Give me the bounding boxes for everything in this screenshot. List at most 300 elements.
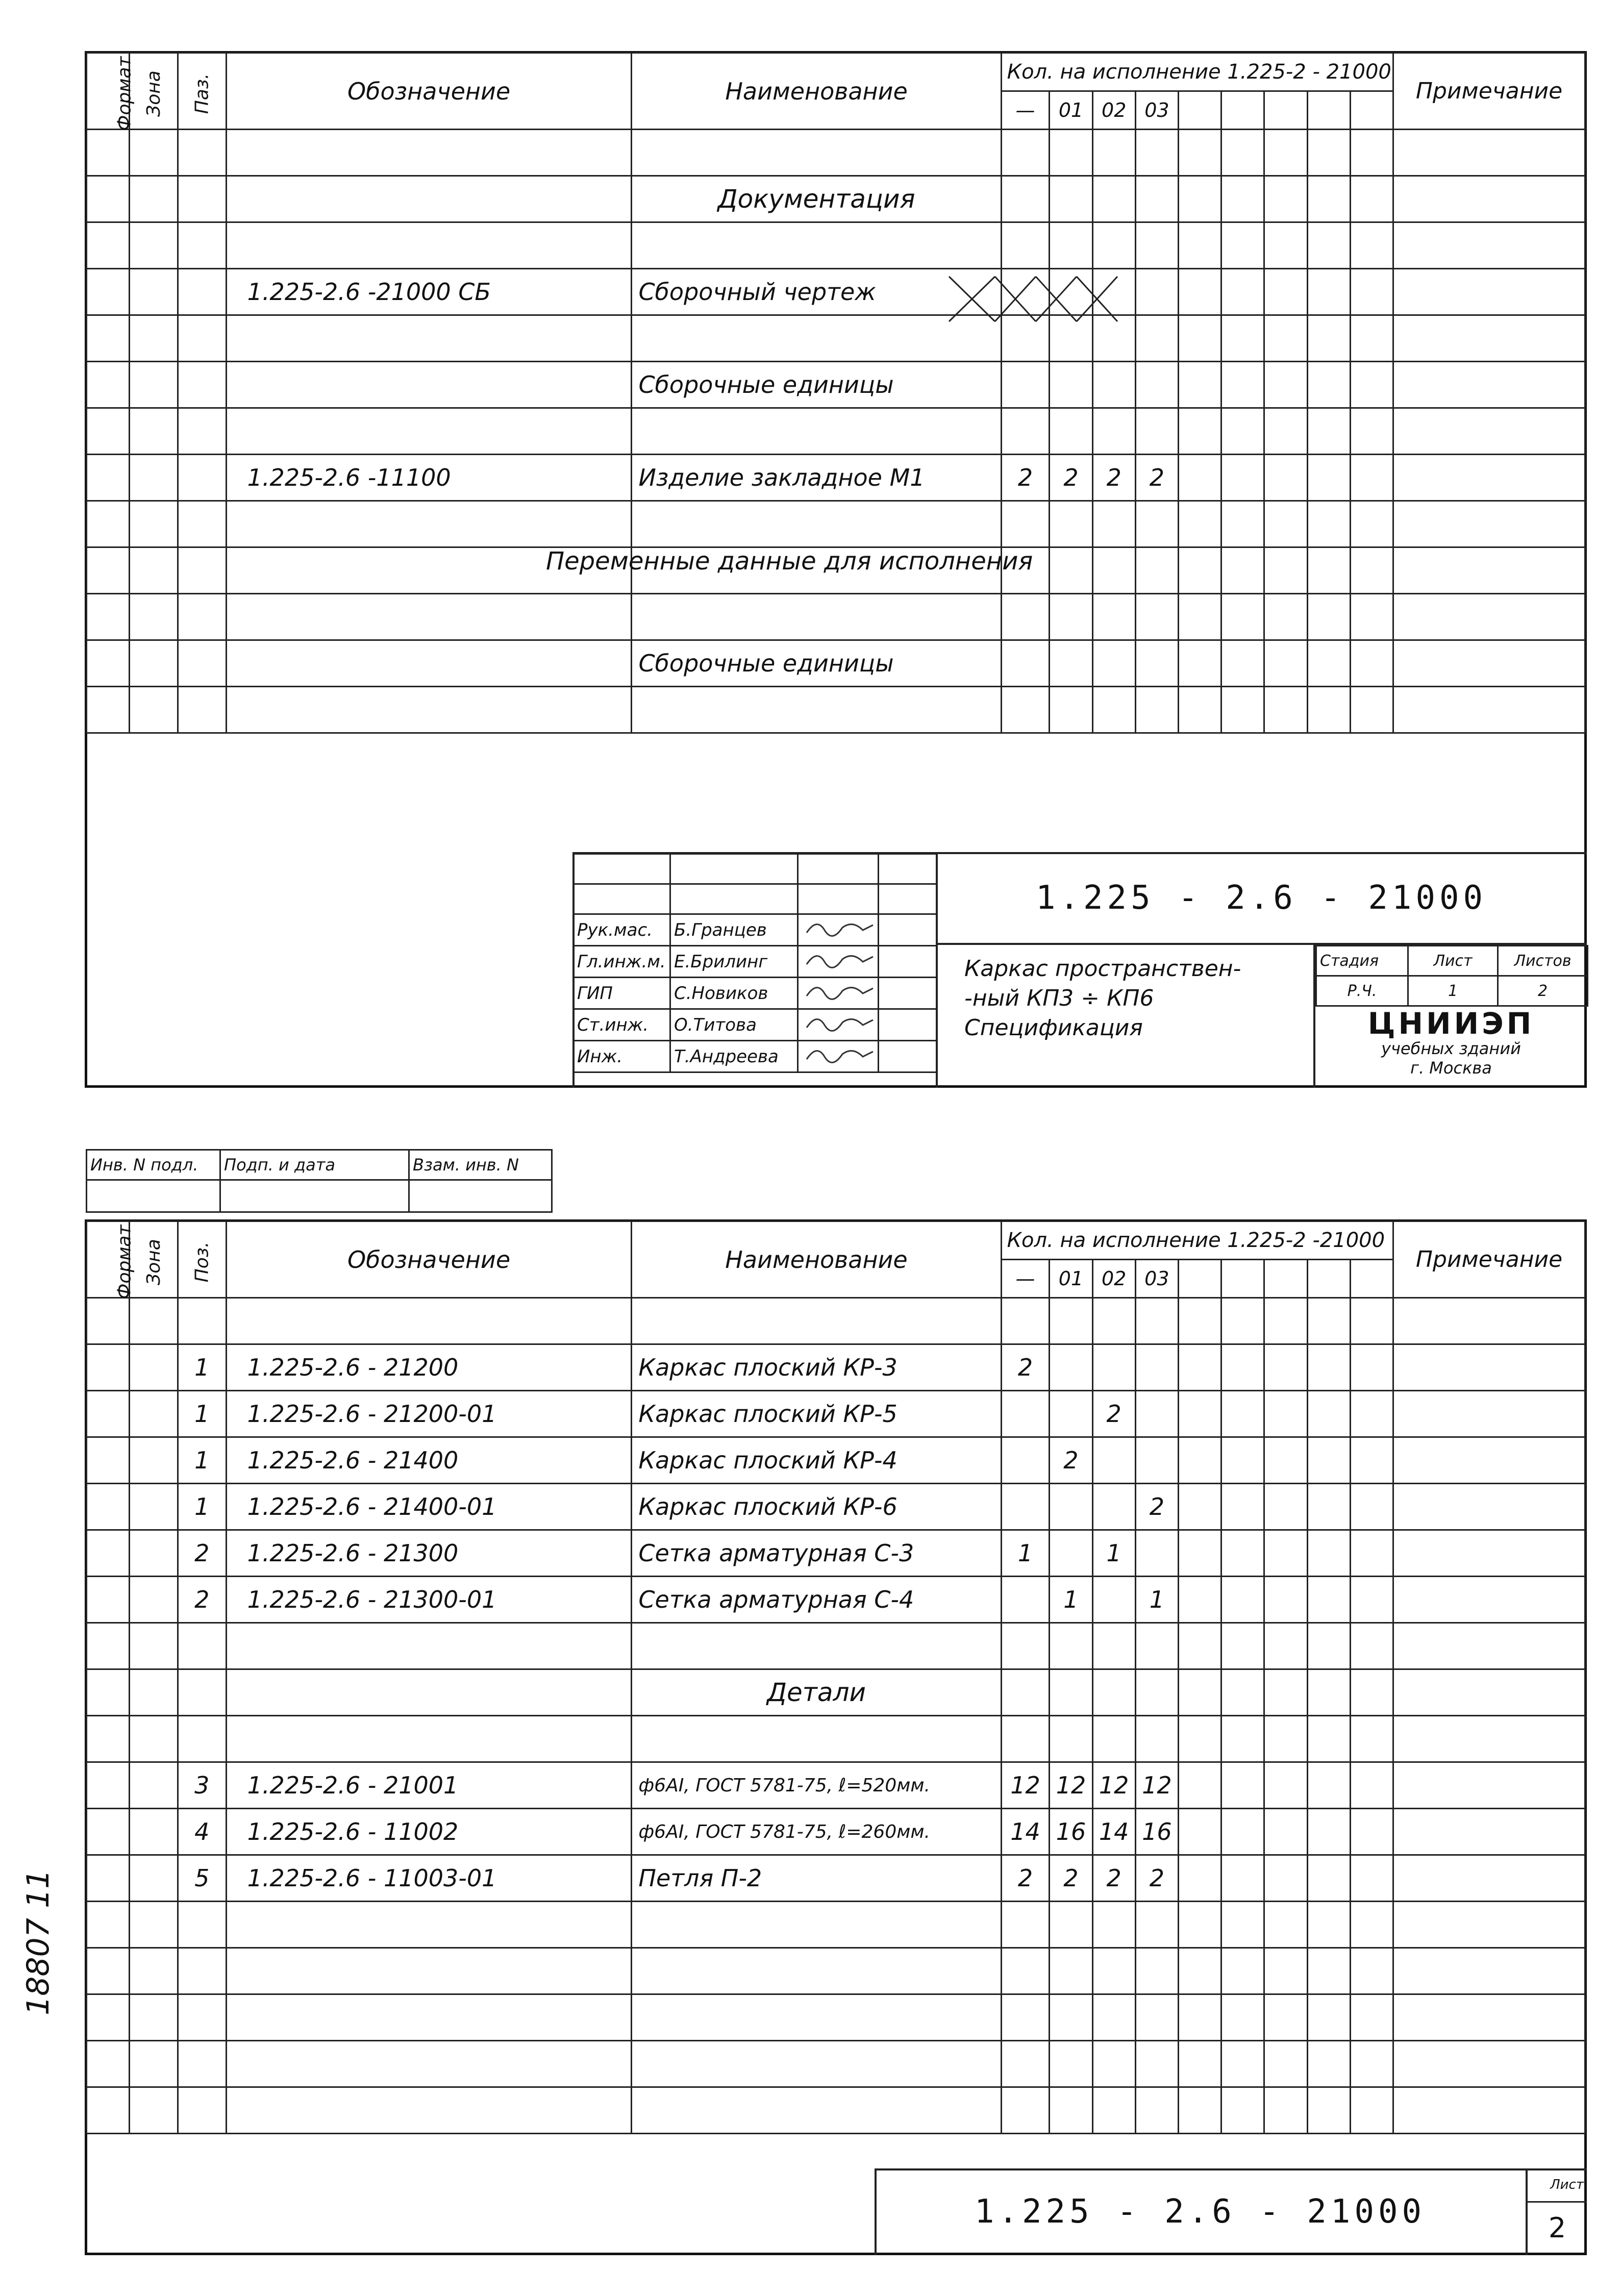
qty-cell <box>1307 1437 1350 1484</box>
designation-cell: 1.225-2.6 -21000 СБ <box>226 269 632 315</box>
qty-cell <box>1221 1437 1264 1484</box>
table-row <box>87 1344 1585 1391</box>
signature <box>798 914 879 946</box>
qty-cell <box>1307 640 1350 687</box>
qty-cell <box>1350 362 1393 408</box>
name-cell <box>632 1298 1001 1344</box>
pos-cell <box>178 1669 226 1716</box>
qty-cell <box>1307 1391 1350 1437</box>
qty-cell <box>1178 1530 1221 1577</box>
table-row <box>87 1530 1585 1577</box>
qty-cell: 2 <box>1001 1855 1050 1902</box>
qty-col-header: 03 <box>1135 1260 1178 1298</box>
table-row <box>87 222 1585 269</box>
qty-cell <box>1221 269 1264 315</box>
qty-cell: 2 <box>1092 1855 1135 1902</box>
qty-cell <box>1350 640 1393 687</box>
qty-cell <box>1135 1437 1178 1484</box>
qty-cell <box>1221 2087 1264 2134</box>
qty-cell <box>1350 130 1393 176</box>
qty-cell <box>1264 2041 1307 2087</box>
col-pos-text: Поз. <box>191 1241 213 1282</box>
qty-cell <box>1178 2041 1221 2087</box>
note-cell <box>1393 1809 1585 1855</box>
name-cell <box>632 130 1001 176</box>
qty-cell <box>1135 1623 1178 1669</box>
table-row <box>87 1298 1585 1344</box>
table-row <box>87 1948 1585 1994</box>
qty-col-header: 01 <box>1050 1260 1092 1298</box>
qty-cell <box>1050 1669 1092 1716</box>
qty-cell <box>1221 176 1264 222</box>
pos-cell <box>178 130 226 176</box>
pos-cell <box>178 455 226 501</box>
qty-cell <box>1221 130 1264 176</box>
qty-cell: 1 <box>1050 1577 1092 1623</box>
qty-cell <box>1307 1902 1350 1948</box>
sheet2-sheet-box <box>1526 2168 1587 2255</box>
zone-cell <box>130 1530 178 1577</box>
format-cell <box>87 1948 130 1994</box>
qty-cell <box>1350 1623 1393 1669</box>
col-designation: Обозначение <box>226 1221 632 1298</box>
designation-cell: 1.225-2.6 -11100 <box>226 455 632 501</box>
qty-cell <box>1221 2041 1264 2087</box>
col-pos-text: Паз. <box>191 73 213 114</box>
qty-cell <box>1092 176 1135 222</box>
col-qty-title: Кол. на исполнение 1.225-2 -21000 <box>1001 1221 1393 1260</box>
qty-cell <box>1221 1484 1264 1530</box>
qty-cell <box>1179 222 1221 269</box>
qty-cell <box>1001 1484 1050 1530</box>
sheets-label: Листов <box>1498 946 1588 976</box>
qty-col-header: 03 <box>1135 91 1178 130</box>
qty-cell <box>1135 1530 1178 1577</box>
note-cell <box>1393 269 1585 315</box>
qty-cell <box>1092 2087 1135 2134</box>
qty-cell <box>1350 408 1393 455</box>
sheet2-sheet-value: 2 <box>1548 2212 1566 2244</box>
qty-cell <box>1179 130 1221 176</box>
table-row <box>87 362 1585 408</box>
qty-cell <box>1135 1994 1178 2041</box>
qty-cell <box>1001 1623 1050 1669</box>
qty-col-header: 02 <box>1092 1260 1135 1298</box>
format-cell <box>87 1437 130 1484</box>
qty-cell <box>1307 1623 1350 1669</box>
qty-cell <box>1307 501 1350 547</box>
pos-cell: 2 <box>178 1530 226 1577</box>
qty-cell <box>1178 2087 1221 2134</box>
table-row <box>87 1669 1585 1716</box>
qty-cell <box>1221 1530 1264 1577</box>
sheet1-spec-table <box>86 52 1586 734</box>
qty-cell <box>1001 1669 1050 1716</box>
qty-cell <box>1001 408 1050 455</box>
qty-cell: 1 <box>1001 1530 1050 1577</box>
note-cell <box>1393 1623 1585 1669</box>
col-zone-text: Зона <box>143 1238 164 1285</box>
qty-cell <box>1178 1437 1221 1484</box>
qty-cell <box>1001 1948 1050 1994</box>
zone-cell <box>130 408 178 455</box>
qty-cell: 12 <box>1001 1762 1050 1809</box>
qty-cell <box>1221 1762 1264 1809</box>
qty-cell <box>1264 1669 1307 1716</box>
qty-cell <box>1264 130 1307 176</box>
zone-cell <box>130 594 178 640</box>
pos-cell <box>178 222 226 269</box>
cross-marks <box>949 277 1128 322</box>
zone-cell <box>130 176 178 222</box>
name-cell: Каркас плоский КР-6 <box>632 1484 1001 1530</box>
qty-cell <box>1179 315 1221 362</box>
name-cell: Сетка арматурная С-3 <box>632 1530 1001 1577</box>
qty-cell <box>1050 1298 1092 1344</box>
col-pos <box>178 53 226 130</box>
note-cell <box>1393 1669 1585 1716</box>
qty-cell <box>1307 687 1350 733</box>
qty-cell: 14 <box>1001 1809 1050 1855</box>
qty-cell <box>1001 362 1050 408</box>
qty-cell <box>1264 315 1307 362</box>
zone-cell <box>130 1716 178 1762</box>
qty-col-header <box>1179 91 1221 130</box>
qty-cell <box>1092 1623 1135 1669</box>
note-cell <box>1393 594 1585 640</box>
qty-cell: 2 <box>1001 1344 1050 1391</box>
qty-cell <box>1350 315 1393 362</box>
qty-cell <box>1179 547 1221 594</box>
qty-cell <box>1050 1344 1092 1391</box>
qty-cell <box>1092 222 1135 269</box>
qty-cell <box>1092 640 1135 687</box>
designation-cell: 1.225-2.6 - 21200-01 <box>226 1391 632 1437</box>
note-cell <box>1393 408 1585 455</box>
designation-cell <box>226 130 632 176</box>
qty-cell <box>1178 1716 1221 1762</box>
qty-cell <box>1178 1577 1221 1623</box>
qty-cell <box>1221 1948 1264 1994</box>
zone-cell <box>130 501 178 547</box>
qty-cell <box>1050 594 1092 640</box>
qty-cell: 2 <box>1050 455 1092 501</box>
qty-cell <box>1307 130 1350 176</box>
signature-row <box>573 1009 937 1041</box>
qty-cell <box>1264 1437 1307 1484</box>
org-name: ЦНИИЭП <box>1367 1006 1535 1041</box>
qty-cell <box>1050 1902 1092 1948</box>
role: Гл.инж.м. <box>573 946 670 978</box>
designation-cell <box>226 1994 632 2041</box>
format-cell <box>87 2087 130 2134</box>
table-row <box>87 2087 1585 2134</box>
designation-cell <box>226 1623 632 1669</box>
qty-cell <box>1092 687 1135 733</box>
qty-cell <box>1221 408 1264 455</box>
note-cell <box>1393 1762 1585 1809</box>
pos-cell <box>178 640 226 687</box>
signature <box>798 1041 879 1072</box>
designation-cell <box>226 1298 632 1344</box>
qty-cell <box>1264 594 1307 640</box>
qty-cell <box>1264 547 1307 594</box>
note-cell <box>1393 222 1585 269</box>
qty-cell <box>1350 501 1393 547</box>
qty-cell: 2 <box>1001 455 1050 501</box>
qty-cell <box>1050 1994 1092 2041</box>
qty-cell <box>1221 1902 1264 1948</box>
zone-cell <box>130 1669 178 1716</box>
note-cell <box>1393 1437 1585 1484</box>
designation-cell <box>226 687 632 733</box>
qty-cell <box>1135 594 1178 640</box>
pos-cell: 5 <box>178 1855 226 1902</box>
stage-table <box>1315 945 1588 1007</box>
qty-cell <box>1135 408 1178 455</box>
qty-cell: 2 <box>1050 1855 1092 1902</box>
qty-cell <box>1350 1344 1393 1391</box>
qty-cell <box>1178 1994 1221 2041</box>
qty-col-header <box>1264 91 1307 130</box>
variable-data-heading: Переменные данные для исполнения <box>546 547 1033 576</box>
qty-cell <box>1092 1669 1135 1716</box>
pos-cell <box>178 1623 226 1669</box>
qty-cell <box>1307 222 1350 269</box>
qty-cell <box>1264 1855 1307 1902</box>
qty-cell <box>1050 2087 1092 2134</box>
qty-cell <box>1221 1716 1264 1762</box>
qty-col-header: 02 <box>1092 91 1135 130</box>
qty-cell <box>1178 1809 1221 1855</box>
pos-cell: 1 <box>178 1484 226 1530</box>
qty-cell <box>1050 130 1092 176</box>
stage-label: Стадия <box>1316 946 1408 976</box>
qty-cell <box>1221 1577 1264 1623</box>
qty-cell <box>1221 1623 1264 1669</box>
qty-cell <box>1001 1437 1050 1484</box>
qty-cell <box>1050 1623 1092 1669</box>
qty-cell <box>1307 547 1350 594</box>
name-cell: Сетка арматурная С-4 <box>632 1577 1001 1623</box>
qty-cell <box>1350 1948 1393 1994</box>
note-cell <box>1393 1298 1585 1344</box>
note-cell <box>1393 1344 1585 1391</box>
sheet-value: 1 <box>1408 976 1498 1006</box>
qty-cell <box>1135 640 1178 687</box>
doc-title-line2: -ный КП3 ÷ КП6 <box>964 985 1154 1011</box>
pos-cell: 3 <box>178 1762 226 1809</box>
col-format <box>87 1221 135 1300</box>
qty-cell <box>1178 1298 1221 1344</box>
qty-cell <box>1050 547 1092 594</box>
qty-col-header <box>1264 1260 1307 1298</box>
name-cell <box>632 2041 1001 2087</box>
name-cell: ф6АI, ГОСТ 5781-75, ℓ=260мм. <box>632 1809 1001 1855</box>
blank-sig-cell <box>798 884 879 914</box>
qty-cell <box>1350 687 1393 733</box>
pos-cell <box>178 2041 226 2087</box>
qty-cell <box>1178 1344 1221 1391</box>
designation-cell <box>226 315 632 362</box>
name-cell <box>632 687 1001 733</box>
pos-cell: 1 <box>178 1437 226 1484</box>
sheet2-doc-number-text: 1.225 - 2.6 - 21000 <box>974 2193 1426 2231</box>
qty-col-header: 01 <box>1050 91 1092 130</box>
qty-cell <box>1307 1855 1350 1902</box>
qty-cell <box>1092 594 1135 640</box>
table-row <box>87 130 1585 176</box>
qty-cell <box>1092 1344 1135 1391</box>
qty-cell <box>1179 687 1221 733</box>
format-cell <box>87 130 130 176</box>
qty-cell <box>1350 1855 1393 1902</box>
sheet2-doc-number <box>875 2168 1526 2255</box>
qty-cell <box>1350 222 1393 269</box>
archive-stamp <box>86 1149 553 1213</box>
qty-cell <box>1221 315 1264 362</box>
qty-cell <box>1092 1484 1135 1530</box>
name-cell: Изделие закладное М1 <box>632 455 1001 501</box>
designation-cell: 1.225-2.6 - 21200 <box>226 1344 632 1391</box>
format-cell <box>87 1669 130 1716</box>
zone-cell <box>130 1994 178 2041</box>
person-name: Е.Брилинг <box>670 946 798 978</box>
qty-cell <box>1221 1855 1264 1902</box>
name-cell <box>632 315 1001 362</box>
format-cell <box>87 1344 130 1391</box>
pos-cell <box>178 315 226 362</box>
qty-cell <box>1135 547 1178 594</box>
qty-cell <box>1221 640 1264 687</box>
date-cell <box>879 978 937 1009</box>
blank-sig-cell <box>798 854 879 884</box>
qty-cell <box>1307 1948 1350 1994</box>
zone-cell <box>130 1948 178 1994</box>
note-cell <box>1393 1948 1585 1994</box>
qty-cell <box>1264 1902 1307 1948</box>
qty-cell <box>1001 640 1050 687</box>
note-cell <box>1393 1530 1585 1577</box>
col-pos <box>178 1221 226 1298</box>
name-cell <box>632 594 1001 640</box>
qty-cell <box>1350 2041 1393 2087</box>
signature <box>798 946 879 978</box>
col-format <box>87 53 135 131</box>
qty-cell <box>1307 1669 1350 1716</box>
table-row <box>87 1437 1585 1484</box>
qty-cell <box>1221 687 1264 733</box>
format-cell <box>87 547 130 594</box>
format-cell <box>87 2041 130 2087</box>
qty-cell <box>1178 1855 1221 1902</box>
qty-cell <box>1050 1716 1092 1762</box>
qty-cell <box>1001 1577 1050 1623</box>
qty-cell <box>1264 1298 1307 1344</box>
col-note: Примечание <box>1393 53 1585 130</box>
zone-cell <box>130 1344 178 1391</box>
note-cell <box>1393 130 1585 176</box>
qty-cell <box>1050 176 1092 222</box>
qty-cell <box>1001 1298 1050 1344</box>
qty-cell <box>1350 1577 1393 1623</box>
qty-col-header <box>1307 91 1350 130</box>
qty-col-header <box>1350 91 1393 130</box>
format-cell <box>87 640 130 687</box>
note-cell <box>1393 1484 1585 1530</box>
qty-cell <box>1092 1577 1135 1623</box>
designation-cell: 1.225-2.6 - 21300-01 <box>226 1577 632 1623</box>
table-row <box>87 1855 1585 1902</box>
qty-cell <box>1350 269 1393 315</box>
doc-number-sheet1 <box>936 853 1587 945</box>
qty-cell <box>1178 1948 1221 1994</box>
qty-cell <box>1001 1391 1050 1437</box>
person-name: Б.Гранцев <box>670 914 798 946</box>
designation-cell <box>226 222 632 269</box>
qty-cell <box>1050 501 1092 547</box>
date-cell <box>879 914 937 946</box>
format-cell <box>87 315 130 362</box>
qty-cell <box>1350 1484 1393 1530</box>
qty-cell <box>1307 1344 1350 1391</box>
sheet2-sheet-label: Лист <box>1528 2168 1587 2203</box>
signature <box>798 978 879 1009</box>
qty-cell <box>1001 2041 1050 2087</box>
format-cell <box>87 1623 130 1669</box>
zone-cell <box>130 2041 178 2087</box>
qty-cell <box>1221 1344 1264 1391</box>
designation-cell: 1.225-2.6 - 11003-01 <box>226 1855 632 1902</box>
person-name: Т.Андреева <box>670 1041 798 1072</box>
designation-cell: 1.225-2.6 - 21400 <box>226 1437 632 1484</box>
qty-cell <box>1050 1530 1092 1577</box>
org-sub2: г. Москва <box>1410 1058 1492 1078</box>
pos-cell: 1 <box>178 1391 226 1437</box>
zone-cell <box>130 1809 178 1855</box>
qty-cell <box>1179 455 1221 501</box>
name-cell: Каркас плоский КР-3 <box>632 1344 1001 1391</box>
format-cell <box>87 362 130 408</box>
zone-cell <box>130 1437 178 1484</box>
qty-cell <box>1050 640 1092 687</box>
designation-cell <box>226 362 632 408</box>
table-row <box>87 455 1585 501</box>
name-cell <box>632 408 1001 455</box>
pos-cell <box>178 408 226 455</box>
replaced-inv-label: Взам. инв. N <box>409 1150 552 1180</box>
qty-cell <box>1350 594 1393 640</box>
qty-cell <box>1264 1762 1307 1809</box>
col-format-text: Формат <box>114 1224 135 1300</box>
signature-row <box>573 914 937 946</box>
qty-cell <box>1050 1948 1092 1994</box>
inv-number-label: Инв. N подл. <box>87 1150 220 1180</box>
designation-cell <box>226 501 632 547</box>
pos-cell: 4 <box>178 1809 226 1855</box>
qty-cell <box>1350 1298 1393 1344</box>
pos-cell <box>178 687 226 733</box>
table-row <box>87 640 1585 687</box>
col-designation: Обозначение <box>226 53 632 130</box>
qty-cell <box>1307 1994 1350 2041</box>
designation-cell <box>226 640 632 687</box>
name-cell: Петля П-2 <box>632 1855 1001 1902</box>
table-row <box>87 1577 1585 1623</box>
qty-cell <box>1050 1484 1092 1530</box>
qty-cell <box>1135 1344 1178 1391</box>
pos-cell <box>178 362 226 408</box>
